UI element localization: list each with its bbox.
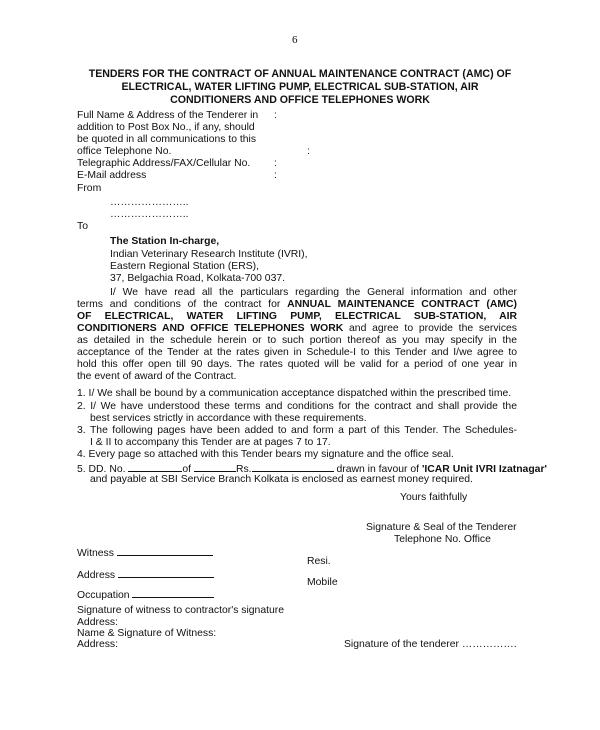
body-line: I/ We have read all the particulars regarding the General information and other — [110, 287, 517, 298]
title-line-2: ELECTRICAL, WATER LIFTING PUMP, ELECTRICAL SUB-STATION, AIR — [121, 81, 479, 93]
body-line: hold this offer open till 90 days. The rates quoted will be valid for a period of one year in — [77, 359, 517, 370]
tenderer-line: Telegraphic Address/FAX/Cellular No. — [77, 158, 251, 169]
body-line: the event of award of the Contract. — [77, 371, 237, 382]
body-bold: ANNUAL MAINTENANCE CONTRACT (AMC) — [287, 299, 517, 310]
witness-text: Witness — [77, 548, 114, 559]
colon: : — [274, 110, 277, 121]
condition-item: 2. I/ We have understood these terms and conditions for the contract and shall provide the — [77, 401, 517, 412]
witness-address-label: Address: — [77, 639, 119, 650]
yours-faithfully: Yours faithfully — [400, 492, 468, 503]
body-text: and agree to provide the services — [343, 323, 517, 334]
addressee-line: Indian Veterinary Research Institute (IVRI), — [110, 249, 308, 260]
signature-seal-label: Signature & Seal of the Tenderer — [366, 522, 517, 533]
dd-number-blank[interactable] — [128, 461, 182, 472]
condition-item: 1. I/ We shall be bound by a communication acceptance dispatched within the prescribed time. — [77, 388, 512, 399]
page-number: 6 — [292, 34, 298, 46]
payee-name: 'ICAR Unit IVRI Izatnagar' — [421, 464, 547, 475]
witness-signature-label: Signature of witness to contractor's signature — [77, 605, 285, 616]
to-label: To — [77, 221, 88, 232]
address-blank[interactable] — [118, 567, 214, 578]
occupation-label — [77, 587, 214, 602]
colon: : — [307, 146, 310, 157]
rs-blank-1[interactable] — [194, 461, 236, 472]
condition-item: 4. Every page so attached with this Tender bears my signature and the office seal. — [77, 449, 454, 460]
from-dots: ………………….. — [110, 209, 189, 220]
of-label: of — [182, 464, 192, 475]
occupation-text: Occupation — [77, 590, 130, 601]
tenderer-line: be quoted in all communications to this — [77, 134, 257, 145]
colon: : — [274, 158, 277, 169]
telephone-office-label: Telephone No. Office — [394, 534, 491, 545]
resi-label: Resi. — [307, 556, 331, 567]
dd-label: 5. DD. No. — [77, 464, 126, 475]
tenderer-line: E-Mail address — [77, 170, 147, 181]
tenderer-line: addition to Post Box No., if any, should — [77, 122, 255, 133]
address-text: Address — [77, 570, 116, 581]
witness-blank[interactable] — [117, 545, 213, 556]
addressee-line: Eastern Regional Station (ERS), — [110, 261, 260, 272]
condition-item: 3. The following pages have been added to and form a part of this Tender. The Schedules- — [77, 425, 517, 436]
body-line: as detailed in the schedule herein or to such portion thereof as you may specify in the — [77, 335, 517, 346]
address-label — [77, 567, 214, 582]
tenderer-line: From — [77, 183, 102, 194]
addressee-name: The Station In-charge, — [110, 236, 220, 247]
drawn-text: drawn in favour of — [336, 464, 422, 475]
tenderer-line: office Telephone No. — [77, 146, 172, 157]
addressee-line: 37, Belgachia Road, Kolkata-700 037. — [110, 273, 286, 284]
witness-label — [77, 545, 213, 560]
occupation-blank[interactable] — [132, 587, 214, 598]
tenderer-line: Full Name & Address of the Tenderer in — [77, 110, 259, 121]
condition-item-cont: best services strictly in accordance with these requirements. — [90, 413, 367, 424]
body-bold: CONDITIONERS AND OFFICE TELEPHONES WORK — [77, 323, 344, 334]
amount-blank[interactable] — [252, 461, 334, 472]
title-line-3: CONDITIONERS AND OFFICE TELEPHONES WORK — [170, 94, 430, 106]
body-line: OF ELECTRICAL, WATER LIFTING PUMP, ELECTRICAL SUB-STATION, AIR — [77, 311, 517, 322]
condition-item-cont: I & II to accompany this Tender are at pages 7 to 17. — [90, 437, 331, 448]
condition-item-cont: and payable at SBI Service Branch Kolkata is enclosed as earnest money required. — [90, 474, 473, 485]
tenderer-signature-label: Signature of the tenderer ……………. — [344, 639, 517, 650]
body-text: terms and conditions of the contract for — [77, 299, 288, 310]
from-dots: ………………….. — [110, 197, 189, 208]
rs-label: Rs. — [235, 464, 252, 475]
title-line-1: TENDERS FOR THE CONTRACT OF ANNUAL MAINTENANCE CONTRACT (AMC) OF — [88, 68, 512, 80]
witness-name-signature-label: Name & Signature of Witness: — [77, 628, 217, 639]
colon: : — [274, 170, 277, 181]
mobile-label: Mobile — [307, 577, 338, 588]
body-line: acceptance of the Tender at the rates given in Schedule-I to this Tender and I/we agree to — [77, 347, 517, 358]
witness-address-label: Address: — [77, 617, 119, 628]
